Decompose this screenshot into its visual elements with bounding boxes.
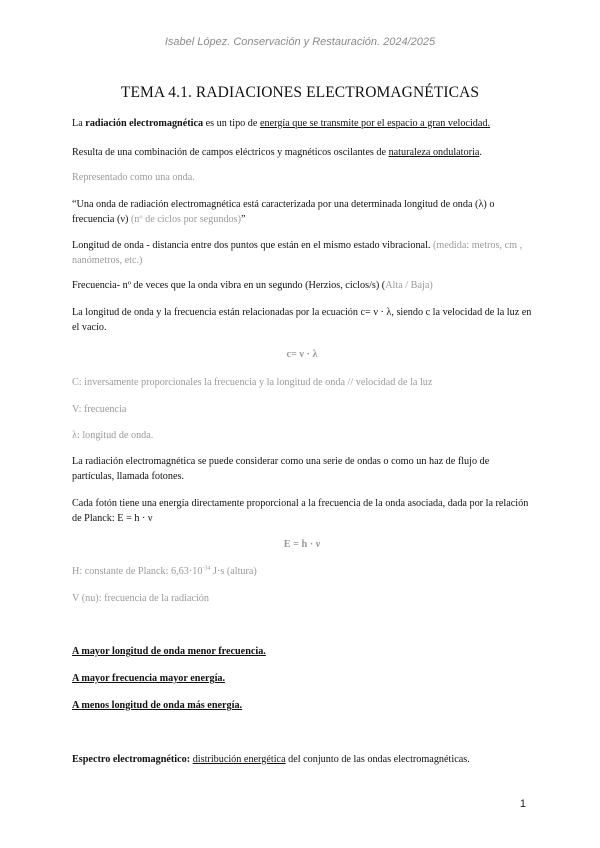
rule-frequency-energy: A mayor frecuencia mayor energía. bbox=[72, 673, 226, 684]
text: “Una onda de radiación electromagnética está caracterizada por una determinada longitud de onda (λ) o frecuencia (ν) bbox=[72, 199, 495, 225]
paragraph-definition bbox=[72, 116, 532, 131]
paragraph-frequency bbox=[72, 278, 532, 293]
paragraph-wavelength bbox=[72, 238, 532, 268]
gray-note: (nº de ciclos por segundos) bbox=[130, 214, 242, 225]
paragraph-relation: La longitud de onda y la frecuencia están relacionadas por la ecuación c= ν · λ, siendo c la velocidad de la luz en el vacío. bbox=[72, 307, 532, 333]
rule-wavelength-energy: A menos longitud de onda más energía. bbox=[72, 700, 243, 711]
page-number: 1 bbox=[519, 798, 526, 810]
bold-term: Espectro electromagnético: bbox=[72, 754, 191, 765]
text: es un tipo de bbox=[203, 118, 260, 129]
text: J·s (altura) bbox=[210, 566, 257, 577]
paragraph-quote bbox=[72, 197, 532, 227]
gray-note: Alta / Baja) bbox=[385, 280, 433, 291]
text: . bbox=[479, 147, 482, 158]
paragraph-c-definition: C: inversamente proporcionales la frecuencia y la longitud de onda // velocidad de la luz bbox=[72, 377, 433, 388]
text: Frecuencia- nº de veces que la onda vibra en un segundo (Herzios, ciclos/s) ( bbox=[72, 280, 386, 291]
equation-light-speed: c= ν · λ bbox=[286, 349, 318, 360]
paragraph-photons: La radiación electromagnética se puede considerar como una serie de ondas o como un haz de flujo de partículas, llamada fotones. bbox=[72, 456, 490, 482]
paragraph-lambda-definition: λ: longitud de onda. bbox=[72, 430, 154, 441]
underlined-text: energía que se transmite por el espacio a gran velocidad. bbox=[259, 118, 491, 129]
text: Longitud de onda - distancia entre dos puntos que están en el mismo estado vibracional. bbox=[72, 240, 433, 251]
text: ” bbox=[241, 214, 246, 225]
equation-planck: E = h · ν bbox=[283, 539, 321, 550]
bold-term: radiación electromagnética bbox=[85, 118, 204, 129]
text: H: constante de Planck: 6,63·10 bbox=[72, 566, 203, 577]
paragraph-planck-constant bbox=[72, 564, 532, 579]
text: Resulta de una combinación de campos eléctricos y magnéticos oscilantes de bbox=[72, 147, 389, 158]
underlined-text: naturaleza ondulatoria bbox=[388, 147, 480, 158]
page-title: TEMA 4.1. RADIACIONES ELECTROMAGNÉTICAS bbox=[120, 84, 480, 101]
paragraph-nu-definition: V (nu): frecuencia de la radiación bbox=[72, 593, 209, 604]
paragraph-spectrum bbox=[72, 752, 532, 767]
paragraph-planck: Cada fotón tiene una energía directamente proporcional a la frecuencia de la onda asociada, dada por la relación de Planck: E = h · ν bbox=[72, 498, 529, 524]
paragraph-wave-note: Representado como una onda. bbox=[72, 172, 195, 183]
paragraph-combination bbox=[72, 145, 532, 160]
paragraph-v-definition: V: frecuencia bbox=[72, 404, 127, 415]
exponent: -34 bbox=[202, 565, 211, 572]
rule-wavelength-frequency: A mayor longitud de onda menor frecuencia. bbox=[72, 646, 266, 657]
underlined-text: distribución energética bbox=[192, 754, 286, 765]
page-header: Isabel López. Conservación y Restauración. 2024/2025 bbox=[164, 36, 436, 48]
text: del conjunto de las ondas electromagnéticas. bbox=[285, 754, 470, 765]
text: La bbox=[72, 118, 86, 129]
gray-note: (medida: metros, cm , nanómetros, etc.) bbox=[72, 240, 523, 266]
